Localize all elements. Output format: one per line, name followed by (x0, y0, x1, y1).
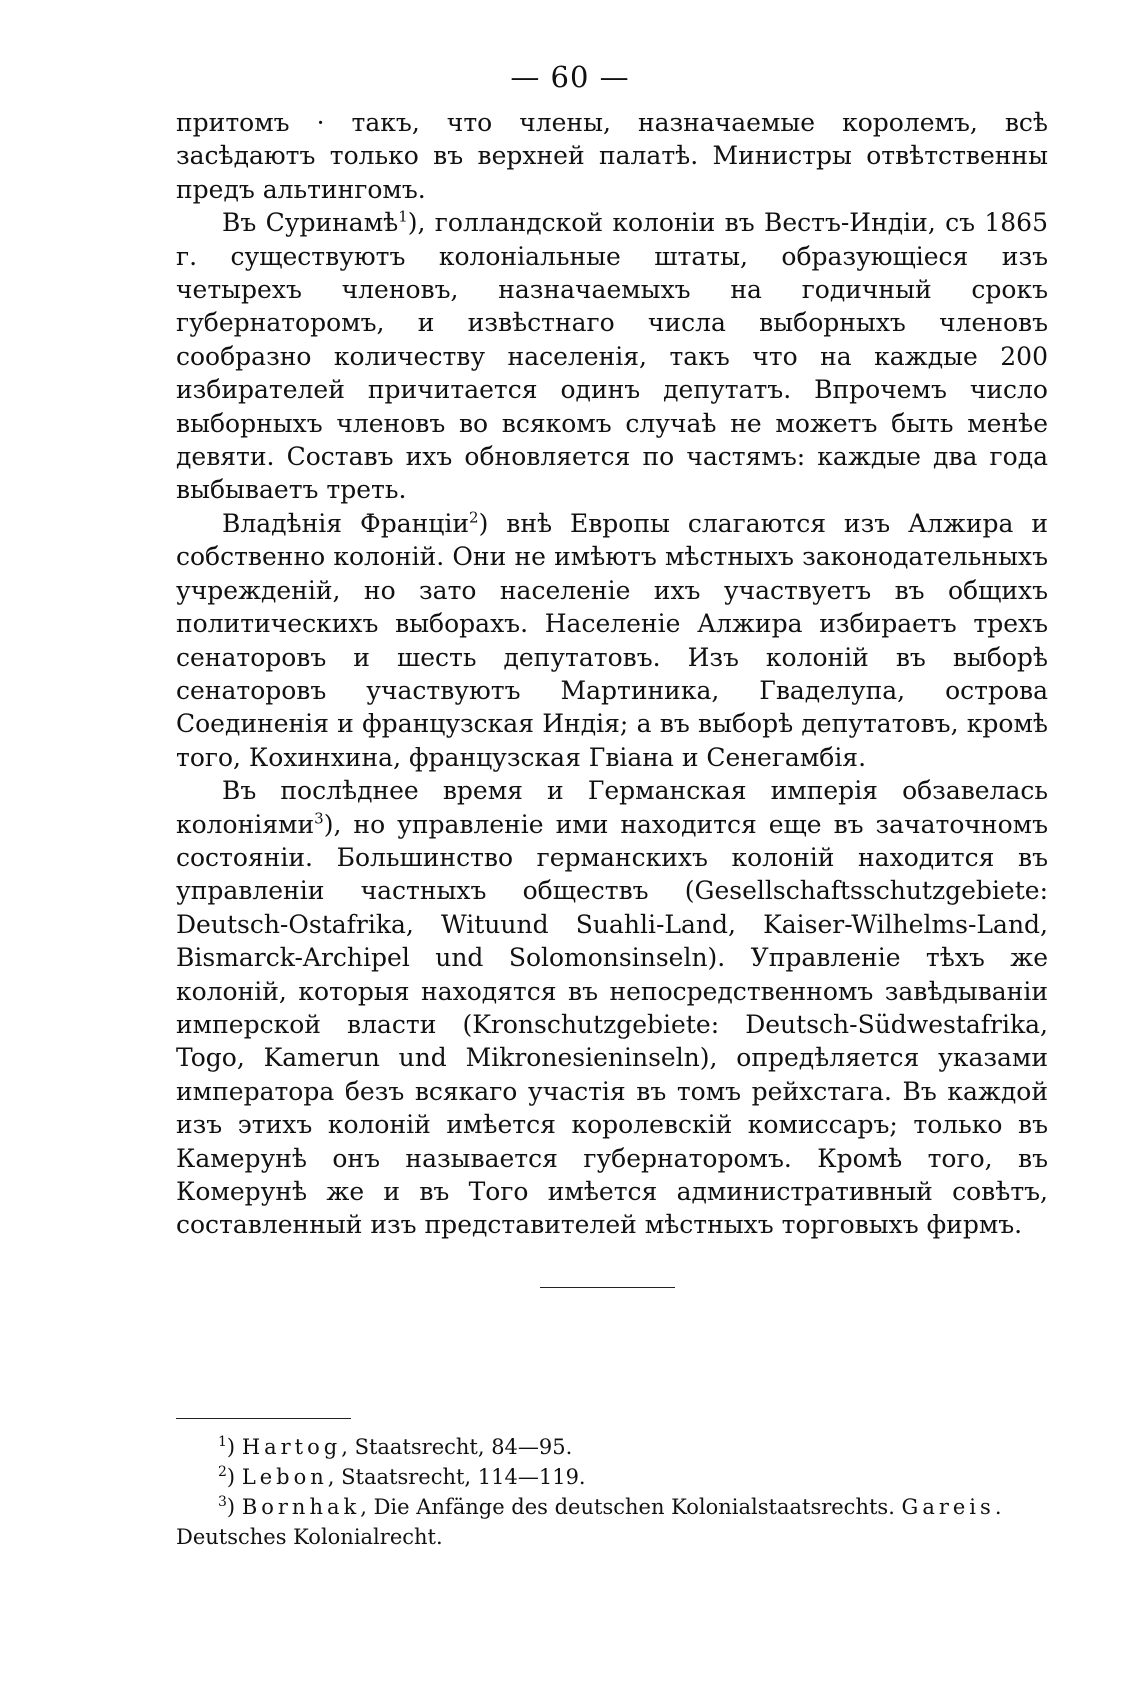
footnote-divider (176, 1418, 351, 1419)
footnote-author: Bornhak (241, 1495, 361, 1519)
footnote-text: , Staatsrecht, 114—119. (327, 1465, 586, 1489)
paragraph-text-start: Владѣнiя Францiи (222, 508, 470, 538)
footnote-reference-1: 1 (398, 207, 408, 226)
footnote-paren: ) (226, 1495, 236, 1519)
footnote-text: , Die Anfänge des deutschen Kolonialstaatsrechts. (360, 1495, 902, 1519)
paragraph-text-rest: ) внѣ Европы слагаются изъ Алжира и собственно колонiй. Они не имѣютъ мѣстныхъ законодательныхъ учрежденiй, но зато населенiе ихъ участвуетъ въ общихъ политическихъ выборахъ. Населенiе Алжира избираетъ трехъ сенаторовъ и шесть депутатовъ. Изъ колонiй въ выборѣ сенаторовъ участвуютъ Мартиника, Гваделупа, острова Соединенiя и французская Индiя; а въ выборѣ депутатовъ, кромѣ того, Кохинхина, французская Гвiана и Сенегамбiя. (176, 508, 1048, 772)
paragraph-text-rest: ), голландской колонiи въ Вестъ-Индiи, съ 1865 г. существуютъ колонiальные штаты, образующiеся изъ четырехъ членовъ, назначаемыхъ на годичный срокъ губернаторомъ, и извѣстнаго числа выборныхъ членовъ сообразно количеству населенiя, такъ что на каждые 200 избирателей причитается одинъ депутатъ. Впрочемъ число выборныхъ членовъ во всякомъ случаѣ не можетъ быть менѣе девяти. Составъ ихъ обновляется по частямъ: каждые два года выбываетъ треть. (176, 208, 1048, 505)
footnote-marker: 3 (218, 1494, 227, 1510)
footnote-text: , Staatsrecht, 84—95. (341, 1435, 573, 1459)
main-text (176, 106, 1048, 1242)
paragraph-text-start: Въ послѣднее время и Германская имперiя обзавелась колонiями (176, 776, 1048, 839)
footnote-3 (176, 1492, 1048, 1552)
footnote-paren: ) (226, 1465, 236, 1489)
footnote-1 (176, 1432, 1048, 1462)
footnote-author-second: Gareis (901, 1495, 995, 1519)
footnote-paren: ) (226, 1435, 236, 1459)
footnote-text-second: . Deutsches Kolonialrecht. (176, 1495, 1002, 1549)
paragraph-text-rest: ), но управленiе ими находится еще въ зачаточномъ состоянiи. Большинство германскихъ колонiй находится въ управленiи частныхъ обществъ (Gesellschaftsschutzgebiete: Deutsch-Ostafrika, Wituund Suahli-Land, Kaiser-Wilhelms-Land, Bismarck-Archipel und Solomonsinseln). Управленiе тѣхъ же колонiй, которыя находятся въ непосредственномъ завѣдываніи имперской власти (Kronschutzgebiete: Deutsch-Südwestafrika, Togo, Kamerun und Mikronesieninseln), опредѣляется указами императора безъ всякаго участiя въ томъ рейхстага. Въ каждой изъ этихъ колонiй имѣется королевскiй комиссаръ; только въ Камерунѣ онъ называется губернаторомъ. Кромѣ того, въ Комерунѣ же и въ Того имѣется административный совѣтъ, составленный изъ представителей мѣстныхъ торговыхъ фирмъ. (176, 809, 1048, 1240)
paragraph-germany (176, 774, 1048, 1242)
footnote-marker: 1 (218, 1434, 227, 1450)
footnotes (176, 1432, 1048, 1552)
paragraph-text-start: Въ Суринамѣ (222, 208, 399, 238)
footnote-reference-3: 3 (314, 809, 324, 828)
paragraph-continued: притомъ · такъ, что члены, назначаемые королемъ, всѣ засѣдаютъ только въ верхней палатѣ. Министры отвѣтственны предъ альтингомъ. (176, 108, 1048, 204)
footnote-marker: 2 (218, 1464, 227, 1480)
paragraph-suriname (176, 206, 1048, 507)
footnote-reference-2: 2 (469, 508, 479, 527)
footnote-author: Hartog (241, 1435, 342, 1459)
footnote-author: Lebon (241, 1465, 328, 1489)
section-divider (540, 1287, 675, 1288)
paragraph-france (176, 507, 1048, 774)
footnote-2 (176, 1462, 1048, 1492)
page-number: — 60 — (510, 60, 630, 94)
